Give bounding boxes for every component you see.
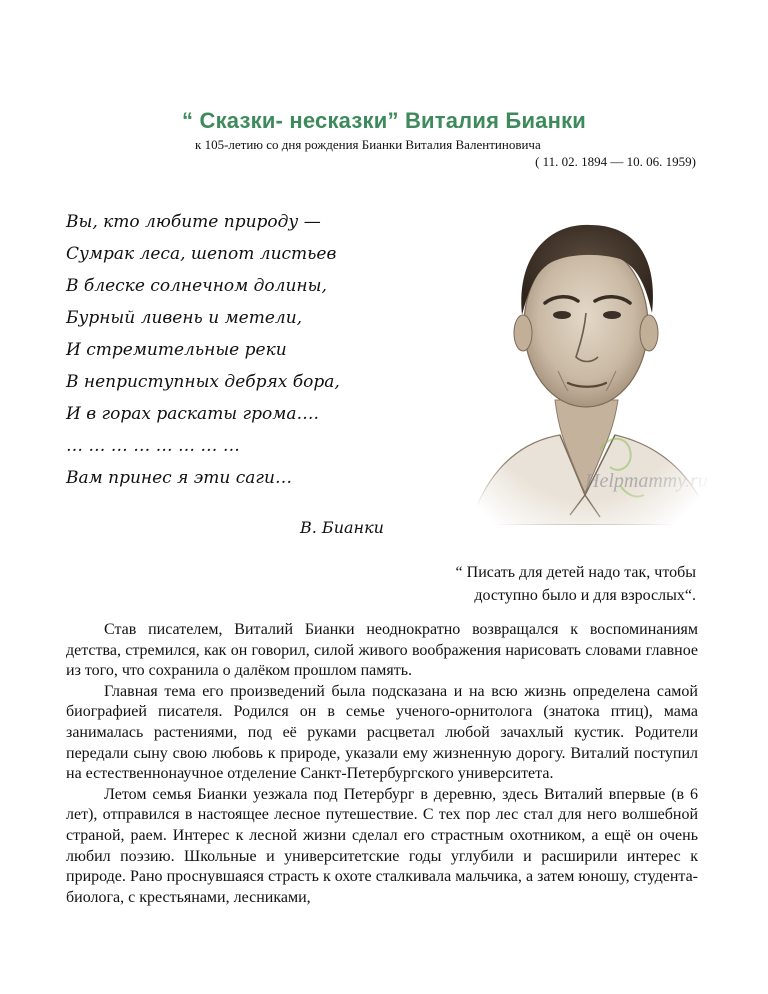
epigraph-line-1: “ Писать для детей надо так, чтобы xyxy=(455,564,696,581)
paragraph: Став писателем, Виталий Бианки неоднократно возвращался к воспоминаниям детства, стремился, как он говорил, силой живого воображения нарисовать словами главное из того, что сохранила о далёком прошлом память. xyxy=(66,621,698,680)
poem-line: Бурный ливень и метели, xyxy=(66,308,303,328)
author-portrait xyxy=(450,195,720,525)
poem xyxy=(66,206,396,494)
poem-line: В неприступных дебрях бора, xyxy=(66,372,340,392)
article-body xyxy=(66,620,698,908)
poem-line: Вам принес я эти саги… xyxy=(66,468,292,488)
poem-line: Вы, кто любите природу — xyxy=(66,212,321,232)
paragraph: Главная тема его произведений была подсказана и на всю жизнь определена самой биографией писателя. Родился он в семье ученого-орнитолога (знатока птиц), мама занималась растениями, под её руками расцветал любой зачахлый кустик. Родители передали сыну свою любовь к природе, указали ему жизненную дорогу. Виталий поступил на естественнонаучное отделение Санкт-Петербургского университета. xyxy=(66,682,698,783)
page-title: “ Сказки- несказки” Виталия Бианки xyxy=(181,108,587,133)
epigraph-line-2: доступно было и для взрослых“. xyxy=(474,587,696,604)
poem-signature: В. Бианки xyxy=(300,518,384,537)
poem-line: В блеске солнечном долины, xyxy=(66,276,327,296)
poem-ellipsis-line: … … … … … … … … xyxy=(66,436,240,456)
life-dates: ( 11. 02. 1894 — 10. 06. 1959) xyxy=(535,154,696,169)
anniversary-subtitle: к 105-летию со дня рождения Бианки Виталия Валентиновича xyxy=(195,137,541,152)
epigraph xyxy=(396,561,696,607)
paragraph: Летом семья Бианки уезжала под Петербург в деревню, здесь Виталий впервые (в 6 лет), отправился в настоящее лесное путешествие. С тех пор лес стал для него волшебной страной, раем. Интерес к лесной жизни сделал его страстным охотником, а ещё он очень любил поэзию. Школьные и университетские годы углубили и расширили интерес к природе. Рано проснувшаяся страсть к охоте сталкивала мальчика, а затем юношу, студента-биолога, с крестьянами, лесниками, xyxy=(66,785,698,906)
poem-line: И стремительные реки xyxy=(66,340,287,360)
poem-line: Сумрак леса, шепот листьев xyxy=(66,244,337,264)
poem-line: И в горах раскаты грома…. xyxy=(66,404,319,424)
